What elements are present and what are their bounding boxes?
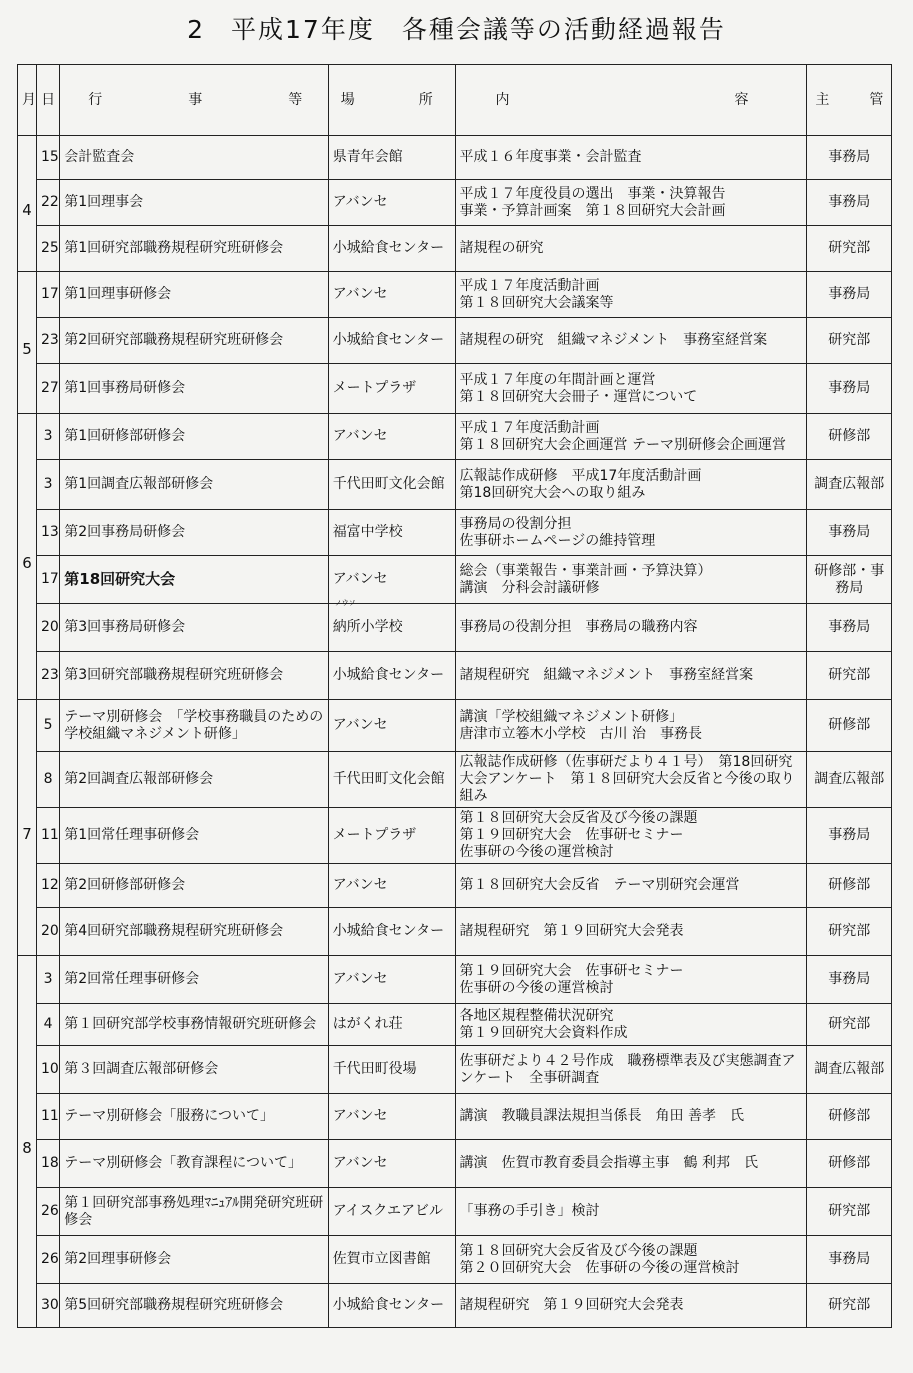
table-row	[18, 180, 892, 226]
organizer-cell: 研究部	[807, 1284, 892, 1328]
organizer-cell: 事務局	[807, 510, 892, 556]
day-cell: 17	[37, 272, 60, 318]
content-cell	[455, 908, 807, 956]
title-text: 平成17年度 各種会議等の活動経過報告	[231, 15, 726, 44]
month-cell: 6	[18, 414, 37, 700]
place-cell: アバンセ	[328, 1094, 455, 1140]
event-cell: 第2回常任理事研修会	[60, 956, 328, 1004]
content-cell	[455, 460, 807, 510]
content-line: 平成１６年度事業・会計監査	[459, 149, 642, 165]
organizer-cell: 研究部	[807, 652, 892, 700]
place-cell: メートプラザ	[328, 364, 455, 414]
place-cell: 佐賀市立図書館	[328, 1236, 455, 1284]
content-cell	[455, 652, 807, 700]
event-cell: 第３回調査広報部研修会	[60, 1046, 328, 1094]
day-cell: 3	[37, 460, 60, 510]
content-cell	[455, 956, 807, 1004]
organizer-cell: 事務局	[807, 808, 892, 864]
content-line: 第１８回研究大会反省及び今後の課題	[459, 1242, 698, 1259]
month-cell: 4	[18, 136, 37, 272]
content-line: 唐津市立箞木小学校 古川 治 事務長	[459, 725, 702, 742]
content-line: 事業・予算計画案 第１８回研究大会計画	[459, 202, 726, 219]
organizer-cell: 研究部	[807, 318, 892, 364]
content-line: 諸規程研究 第１９回研究大会発表	[459, 923, 684, 939]
content-cell	[455, 752, 807, 808]
organizer-cell: 事務局	[807, 604, 892, 652]
content-cell	[455, 1094, 807, 1140]
day-cell: 30	[37, 1284, 60, 1328]
content-line: 講演 教職員課法規担当係長 角田 善孝 氏	[459, 1108, 744, 1124]
day-cell: 22	[37, 180, 60, 226]
content-cell	[455, 364, 807, 414]
content-line: 諸規程の研究	[459, 240, 544, 256]
place-cell: メートプラザ	[328, 808, 455, 864]
day-cell: 13	[37, 510, 60, 556]
content-line: 広報誌作成研修（佐事研だより４１号） 第18回研究大会アンケート 第１８回研究大会反省と今後の取り組み	[459, 754, 795, 804]
table-row	[18, 808, 892, 864]
event-cell: テーマ別研修会「教育課程について」	[60, 1140, 328, 1188]
event-cell: 第4回研究部職務規程研究班研修会	[60, 908, 328, 956]
table-row	[18, 318, 892, 364]
content-line: 第１８回研究大会反省 テーマ別研究会運営	[459, 877, 740, 893]
content-line: 平成１７年度活動計画	[459, 419, 600, 436]
content-line: 事務局の役割分担 事務局の職務内容	[459, 619, 698, 635]
day-cell: 11	[37, 808, 60, 864]
content-line: 第１９回研究大会 佐事研セミナー	[459, 827, 684, 843]
content-line: 第１９回研究大会 佐事研セミナー	[459, 962, 684, 979]
event-cell: 第1回研究部職務規程研究班研修会	[60, 226, 328, 272]
content-line: 第１８回研究大会議案等	[459, 294, 614, 311]
event-cell: 第１回研究部事務処理ﾏﾆｭｱﾙ開発研究班研修会	[60, 1188, 328, 1236]
content-line: 諸規程研究 第１９回研究大会発表	[459, 1297, 684, 1313]
event-cell: テーマ別研修会「服務について」	[60, 1094, 328, 1140]
place-cell: 県青年会館	[328, 136, 455, 180]
event-cell: 第1回研修部研修会	[60, 414, 328, 460]
table-row	[18, 908, 892, 956]
place-cell: 千代田町文化会館	[328, 752, 455, 808]
content-cell	[455, 226, 807, 272]
event-cell: 第2回調査広報部研修会	[60, 752, 328, 808]
organizer-cell: 事務局	[807, 364, 892, 414]
content-line: 第１８回研究大会冊子・運営について	[459, 388, 698, 405]
organizer-cell: 研修部	[807, 1140, 892, 1188]
place-cell: アバンセ	[328, 700, 455, 752]
place-ruby: ノウソ	[334, 599, 356, 607]
month-cell: 5	[18, 272, 37, 414]
event-cell: 第2回理事研修会	[60, 1236, 328, 1284]
place-cell: アバンセ	[328, 1140, 455, 1188]
day-cell: 27	[37, 364, 60, 414]
event-cell: 第2回事務局研修会	[60, 510, 328, 556]
table-row	[18, 460, 892, 510]
content-line: 講演 分科会討議研修	[459, 579, 600, 596]
place-cell: 小城給食センター	[328, 908, 455, 956]
day-cell: 4	[37, 1004, 60, 1046]
header-organizer: 主 管	[807, 65, 892, 136]
organizer-cell: 研修部	[807, 864, 892, 908]
page-title	[0, 10, 913, 46]
table-row	[18, 364, 892, 414]
table-row	[18, 956, 892, 1004]
header-content: 内 容	[455, 65, 807, 136]
content-line: 第18回研究大会への取り組み	[459, 484, 646, 501]
organizer-cell: 研究部	[807, 1188, 892, 1236]
table-header-row	[18, 65, 892, 136]
day-cell: 17	[37, 556, 60, 604]
organizer-cell: 事務局	[807, 956, 892, 1004]
table-row	[18, 1046, 892, 1094]
event-cell: 会計監査会	[60, 136, 328, 180]
organizer-cell: 調査広報部	[807, 1046, 892, 1094]
table-row	[18, 864, 892, 908]
content-line: 総会（事業報告・事業計画・予算決算）	[459, 562, 712, 579]
table-row	[18, 1236, 892, 1284]
day-cell: 20	[37, 604, 60, 652]
content-cell	[455, 700, 807, 752]
content-line: 第１９回研究大会資料作成	[459, 1024, 628, 1041]
content-cell	[455, 414, 807, 460]
event-cell: 第2回研修部研修会	[60, 864, 328, 908]
header-event: 行 事 等	[60, 65, 328, 136]
organizer-cell: 事務局	[807, 136, 892, 180]
event-cell: 第1回理事研修会	[60, 272, 328, 318]
content-line: 第１８回研究大会反省及び今後の課題	[459, 810, 698, 826]
content-line: 各地区規程整備状況研究	[459, 1007, 614, 1024]
day-cell: 15	[37, 136, 60, 180]
organizer-cell: 研修部	[807, 1094, 892, 1140]
content-cell	[455, 180, 807, 226]
place-cell: アバンセ	[328, 864, 455, 908]
day-cell: 23	[37, 318, 60, 364]
day-cell: 25	[37, 226, 60, 272]
event-cell: 第5回研究部職務規程研究班研修会	[60, 1284, 328, 1328]
place-cell: 福富中学校	[328, 510, 455, 556]
organizer-cell: 事務局	[807, 1236, 892, 1284]
table-row	[18, 1004, 892, 1046]
header-month: 月	[18, 65, 37, 136]
place-cell: 小城給食センター	[328, 226, 455, 272]
content-cell	[455, 864, 807, 908]
content-line: 佐事研ホームページの維持管理	[459, 532, 656, 549]
content-line: 佐事研だより４２号作成 職務標準表及び実態調査アンケート 全事研調査	[459, 1052, 796, 1086]
content-cell	[455, 272, 807, 318]
table-row	[18, 414, 892, 460]
day-cell: 26	[37, 1236, 60, 1284]
content-cell	[455, 556, 807, 604]
content-cell	[455, 1236, 807, 1284]
day-cell: 18	[37, 1140, 60, 1188]
content-line: 平成１７年度活動計画	[459, 277, 600, 294]
place-cell: アバンセ	[328, 556, 455, 604]
organizer-cell: 研修部・事務局	[807, 556, 892, 604]
event-cell: 第1回理事会	[60, 180, 328, 226]
event-cell: テーマ別研修会 「学校事務職員のための学校組織マネジメント研修」	[60, 700, 328, 752]
event-cell: 第１回研究部学校事務情報研究班研修会	[60, 1004, 328, 1046]
day-cell: 10	[37, 1046, 60, 1094]
content-cell	[455, 1188, 807, 1236]
content-line: 平成１７年度の年間計画と運営	[459, 371, 656, 388]
content-line: 諸規程研究 組織マネジメント 事務室経営案	[459, 667, 754, 683]
title-number: 2	[187, 15, 206, 44]
place-cell: アバンセ	[328, 180, 455, 226]
organizer-cell: 研究部	[807, 908, 892, 956]
event-cell: 第3回研究部職務規程研究班研修会	[60, 652, 328, 700]
content-cell	[455, 604, 807, 652]
event-cell: 第1回常任理事研修会	[60, 808, 328, 864]
header-day: 日	[37, 65, 60, 136]
content-line: 第２０回研究大会 佐事研の今後の運営検討	[459, 1259, 740, 1276]
event-cell: 第2回研究部職務規程研究班研修会	[60, 318, 328, 364]
content-line: 佐事研の今後の運営検討	[459, 844, 614, 860]
content-line: 諸規程の研究 組織マネジメント 事務室経営案	[459, 332, 768, 348]
event-cell: 第1回調査広報部研修会	[60, 460, 328, 510]
header-place: 場 所	[328, 65, 455, 136]
day-cell: 12	[37, 864, 60, 908]
table-row	[18, 272, 892, 318]
day-cell: 20	[37, 908, 60, 956]
content-line: 佐事研の今後の運営検討	[459, 979, 614, 996]
month-cell: 8	[18, 956, 37, 1328]
day-cell: 3	[37, 956, 60, 1004]
organizer-cell: 研究部	[807, 1004, 892, 1046]
content-line: 講演「学校組織マネジメント研修」	[459, 708, 684, 725]
table-row	[18, 604, 892, 652]
content-line: 平成１７年度役員の選出 事業・決算報告	[459, 185, 726, 202]
table-row	[18, 556, 892, 604]
content-cell	[455, 1004, 807, 1046]
organizer-cell: 事務局	[807, 272, 892, 318]
place-cell: 千代田町役場	[328, 1046, 455, 1094]
place-cell: アバンセ	[328, 272, 455, 318]
content-cell	[455, 136, 807, 180]
table-row	[18, 1188, 892, 1236]
table-row	[18, 652, 892, 700]
table-row	[18, 510, 892, 556]
activity-report-table	[17, 64, 892, 1328]
table-row	[18, 1140, 892, 1188]
content-cell	[455, 1140, 807, 1188]
content-cell	[455, 318, 807, 364]
place-cell	[328, 599, 455, 652]
event-cell: 第3回事務局研修会	[60, 604, 328, 652]
place-cell: 小城給食センター	[328, 652, 455, 700]
table-row	[18, 1094, 892, 1140]
content-line: 講演 佐賀市教育委員会指導主事 鶴 利邦 氏	[459, 1155, 758, 1171]
day-cell: 23	[37, 652, 60, 700]
table-row	[18, 226, 892, 272]
content-cell	[455, 510, 807, 556]
day-cell: 8	[37, 752, 60, 808]
table-row	[18, 700, 892, 752]
table-row	[18, 1284, 892, 1328]
day-cell: 3	[37, 414, 60, 460]
event-cell: 第1回事務局研修会	[60, 364, 328, 414]
content-line: 「事務の手引き」検討	[459, 1203, 600, 1219]
content-cell	[455, 808, 807, 864]
place-cell: 小城給食センター	[328, 1284, 455, 1328]
event-cell: 第18回研究大会	[60, 556, 328, 604]
organizer-cell: 調査広報部	[807, 460, 892, 510]
organizer-cell: 研修部	[807, 414, 892, 460]
table-body	[18, 136, 892, 1328]
table-row	[18, 136, 892, 180]
content-line: 広報誌作成研修 平成17年度活動計画	[459, 467, 702, 484]
place-cell: アイスクエアビル	[328, 1188, 455, 1236]
place-cell: アバンセ	[328, 956, 455, 1004]
place-cell: 小城給食センター	[328, 318, 455, 364]
place-cell: はがくれ荘	[328, 1004, 455, 1046]
place-text: 納所小学校	[332, 619, 403, 635]
table-row	[18, 752, 892, 808]
organizer-cell: 研究部	[807, 226, 892, 272]
content-cell	[455, 1284, 807, 1328]
place-cell: アバンセ	[328, 414, 455, 460]
day-cell: 26	[37, 1188, 60, 1236]
month-cell: 7	[18, 700, 37, 956]
content-cell	[455, 1046, 807, 1094]
organizer-cell: 調査広報部	[807, 752, 892, 808]
day-cell: 5	[37, 700, 60, 752]
content-line: 第１８回研究大会企画運営 テーマ別研修会企画運営	[459, 436, 786, 453]
organizer-cell: 事務局	[807, 180, 892, 226]
place-cell: 千代田町文化会館	[328, 460, 455, 510]
organizer-cell: 研修部	[807, 700, 892, 752]
day-cell: 11	[37, 1094, 60, 1140]
content-line: 事務局の役割分担	[459, 515, 572, 532]
